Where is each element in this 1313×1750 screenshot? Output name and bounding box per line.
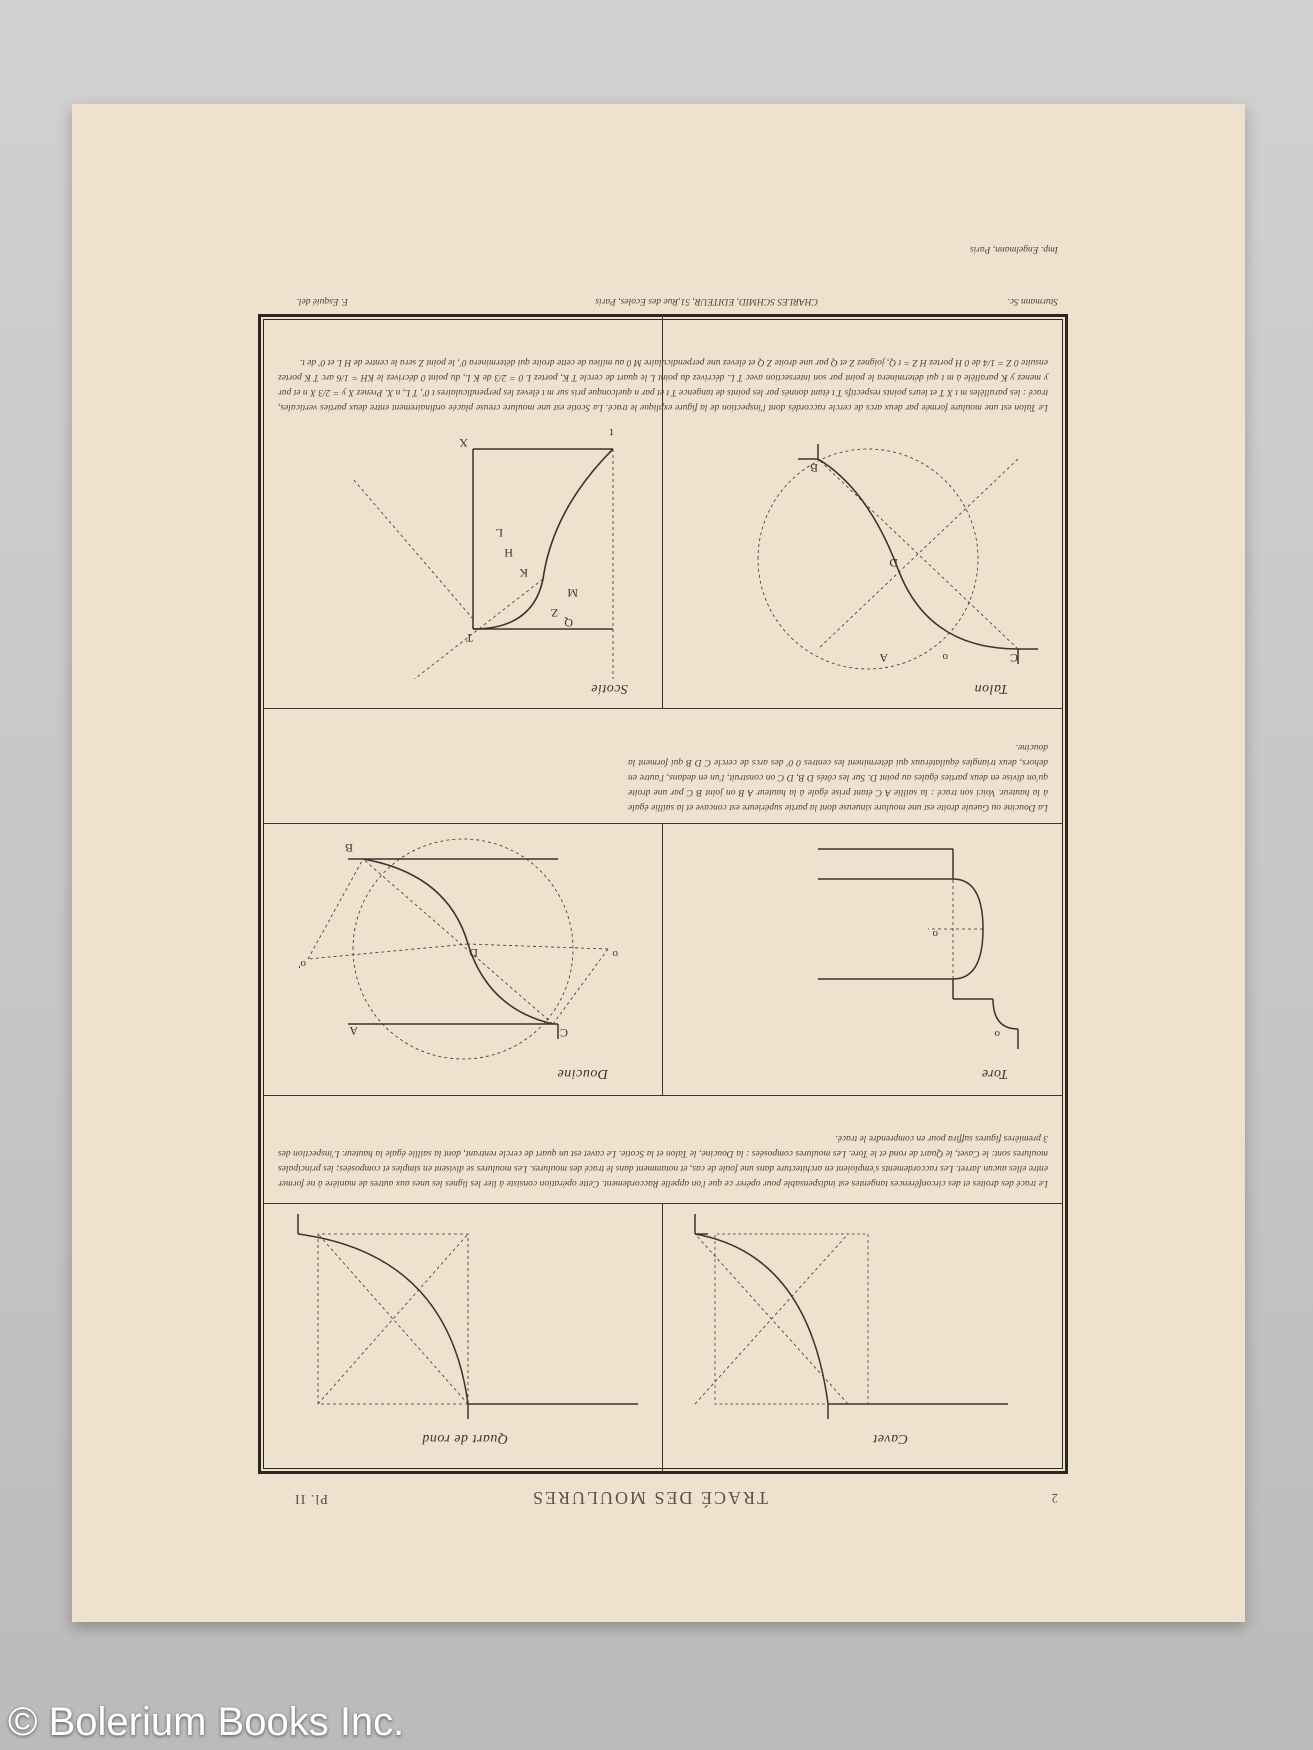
scotie-label-m: M bbox=[567, 586, 578, 600]
printer-credit: Imp. Engelmann, Paris bbox=[969, 244, 1058, 254]
talon-label-o: o bbox=[942, 651, 948, 663]
artist-credit: F. Esquié del. bbox=[296, 296, 348, 306]
plate bbox=[258, 244, 1068, 1508]
tore-label-o: o bbox=[994, 1028, 1000, 1040]
scotie-label-k: K bbox=[519, 566, 528, 580]
divider-3 bbox=[264, 823, 1062, 824]
doucine-label-o2: o' bbox=[298, 958, 306, 970]
scotie-label-l: L bbox=[495, 526, 503, 540]
doucine-label-b: B bbox=[344, 841, 353, 855]
talon-label-d: D bbox=[889, 556, 898, 570]
engraver-credit: Sturmann Sc. bbox=[1007, 296, 1058, 306]
scotie-label-t-upper: T bbox=[465, 631, 473, 645]
plate-number: 2 bbox=[1050, 1491, 1058, 1506]
raccordement-text: Le tracé des droites et des circonférences tangentes est indispensable pour opérer ce que l'on appelle Raccordement. Cette opération consiste à lier les lignes les unes aux autres de manière à ne former entre elles aucun Jarret. Les raccordements s'emploient en architecture dans une foule de cas, et notamment dans le tracé des moulures. Les moulures se divisent en simples et composées; les principales moulures sont: le Cavet, le Quart de rond et le Tore. Les moulures composées : la Doucine, le Talon et la Scotie. Le cavet est un quart de cercle rentrant, dont la saillie égale la hauteur. L'inspection des 3 premières figures suffira pour en comprendre le tracé. bbox=[278, 1133, 1048, 1188]
talon-title: Talon bbox=[974, 681, 1008, 696]
watermark: © Bolerium Books Inc. bbox=[8, 1700, 405, 1744]
scotie-title: Scotie bbox=[590, 681, 628, 696]
vdivider-1 bbox=[662, 1204, 663, 1474]
scotie-label-q: Q bbox=[564, 616, 573, 630]
doucine-label-a: A bbox=[349, 1024, 358, 1038]
scotie-label-z: Z bbox=[550, 606, 558, 620]
scotie-figure bbox=[273, 419, 653, 679]
talon-figure bbox=[678, 419, 1048, 679]
doucine-title: Doucine bbox=[557, 1066, 608, 1081]
vdivider-2 bbox=[662, 824, 663, 1096]
quart-de-rond-title: Quart de rond bbox=[421, 1431, 508, 1446]
talon-label-c: C bbox=[1009, 651, 1018, 665]
divider-2 bbox=[264, 1095, 1062, 1096]
talon-label-b: B bbox=[809, 461, 818, 475]
tore-figure bbox=[678, 829, 1038, 1059]
cavet-title: Cavet bbox=[872, 1431, 908, 1446]
talon-scotie-text: Le Talon est une moulure formée par deux arcs de cercle raccordés dont l'inspection de la figure explique le tracé. La Scotie est une moulure creuse placée ordinairement entre deux parties verticales, tracé : les parallèles m t X T et leurs points respectifs T t étant donnés par les points de tangence T t et par n quelconque pris sur m t élevez les perpendiculaires t 0', T L, n X. Prenez X y = 2/3 X n et par y menez y K parallèle à m t qui déterminera le point par son intersection avec T L. décrivez du point L le quart de cercle T K, portez L 0 = 2/3 de K L, du point 0 décrivez le KH = 1/6 arc T K portez ensuite 0 Z = 1/4 de 0 H portez H Z = t Q, joignez Z et Q par une droite Z Q et élevez une perpendiculaire M 0 au milieu de cette droite qui déterminera 0', le point Z sera le centre de H L et 0' de t. bbox=[278, 357, 1048, 412]
doucine-label-o: o bbox=[612, 948, 618, 960]
cavet-figure bbox=[688, 1204, 1028, 1424]
tore-title: Tore bbox=[981, 1066, 1008, 1081]
doucine-label-d: D bbox=[469, 946, 478, 960]
doucine-figure bbox=[278, 829, 648, 1069]
quart-de-rond-figure bbox=[288, 1204, 648, 1424]
doucine-label-c: C bbox=[559, 1026, 568, 1040]
tore-label-o2: o bbox=[932, 928, 938, 940]
plate-title: TRACÉ DES MOULURES bbox=[530, 1488, 768, 1508]
plate-label: Pl. II bbox=[294, 1491, 328, 1506]
doucine-text: La Doucine ou Gueule droite est une moulure sinueuse dont la partie supérieure est concave et la saillie égale à la hauteur. Voici son tracé : la saillie A C étant prise égale à la hauteur A B on joint B C par une droite qu'on divise en deux parties égales au point D. Sur les côtés D B, D C on construit, l'un en dedans, l'autre en dehors, deux triangles équilatéraux qui déterminent les centres 0 0' des arcs de cercle C D B qui forment la doucine. bbox=[628, 742, 1048, 812]
scotie-label-h: H bbox=[504, 546, 513, 560]
scotie-label-t-lower: t bbox=[609, 426, 613, 440]
scotie-label-x: X bbox=[459, 436, 468, 450]
publisher-credit: CHARLES SCHMID, EDITEUR, 51,Rue des Ecoles, Paris bbox=[595, 296, 818, 306]
talon-label-a: A bbox=[879, 651, 888, 665]
divider-4 bbox=[264, 708, 1062, 709]
